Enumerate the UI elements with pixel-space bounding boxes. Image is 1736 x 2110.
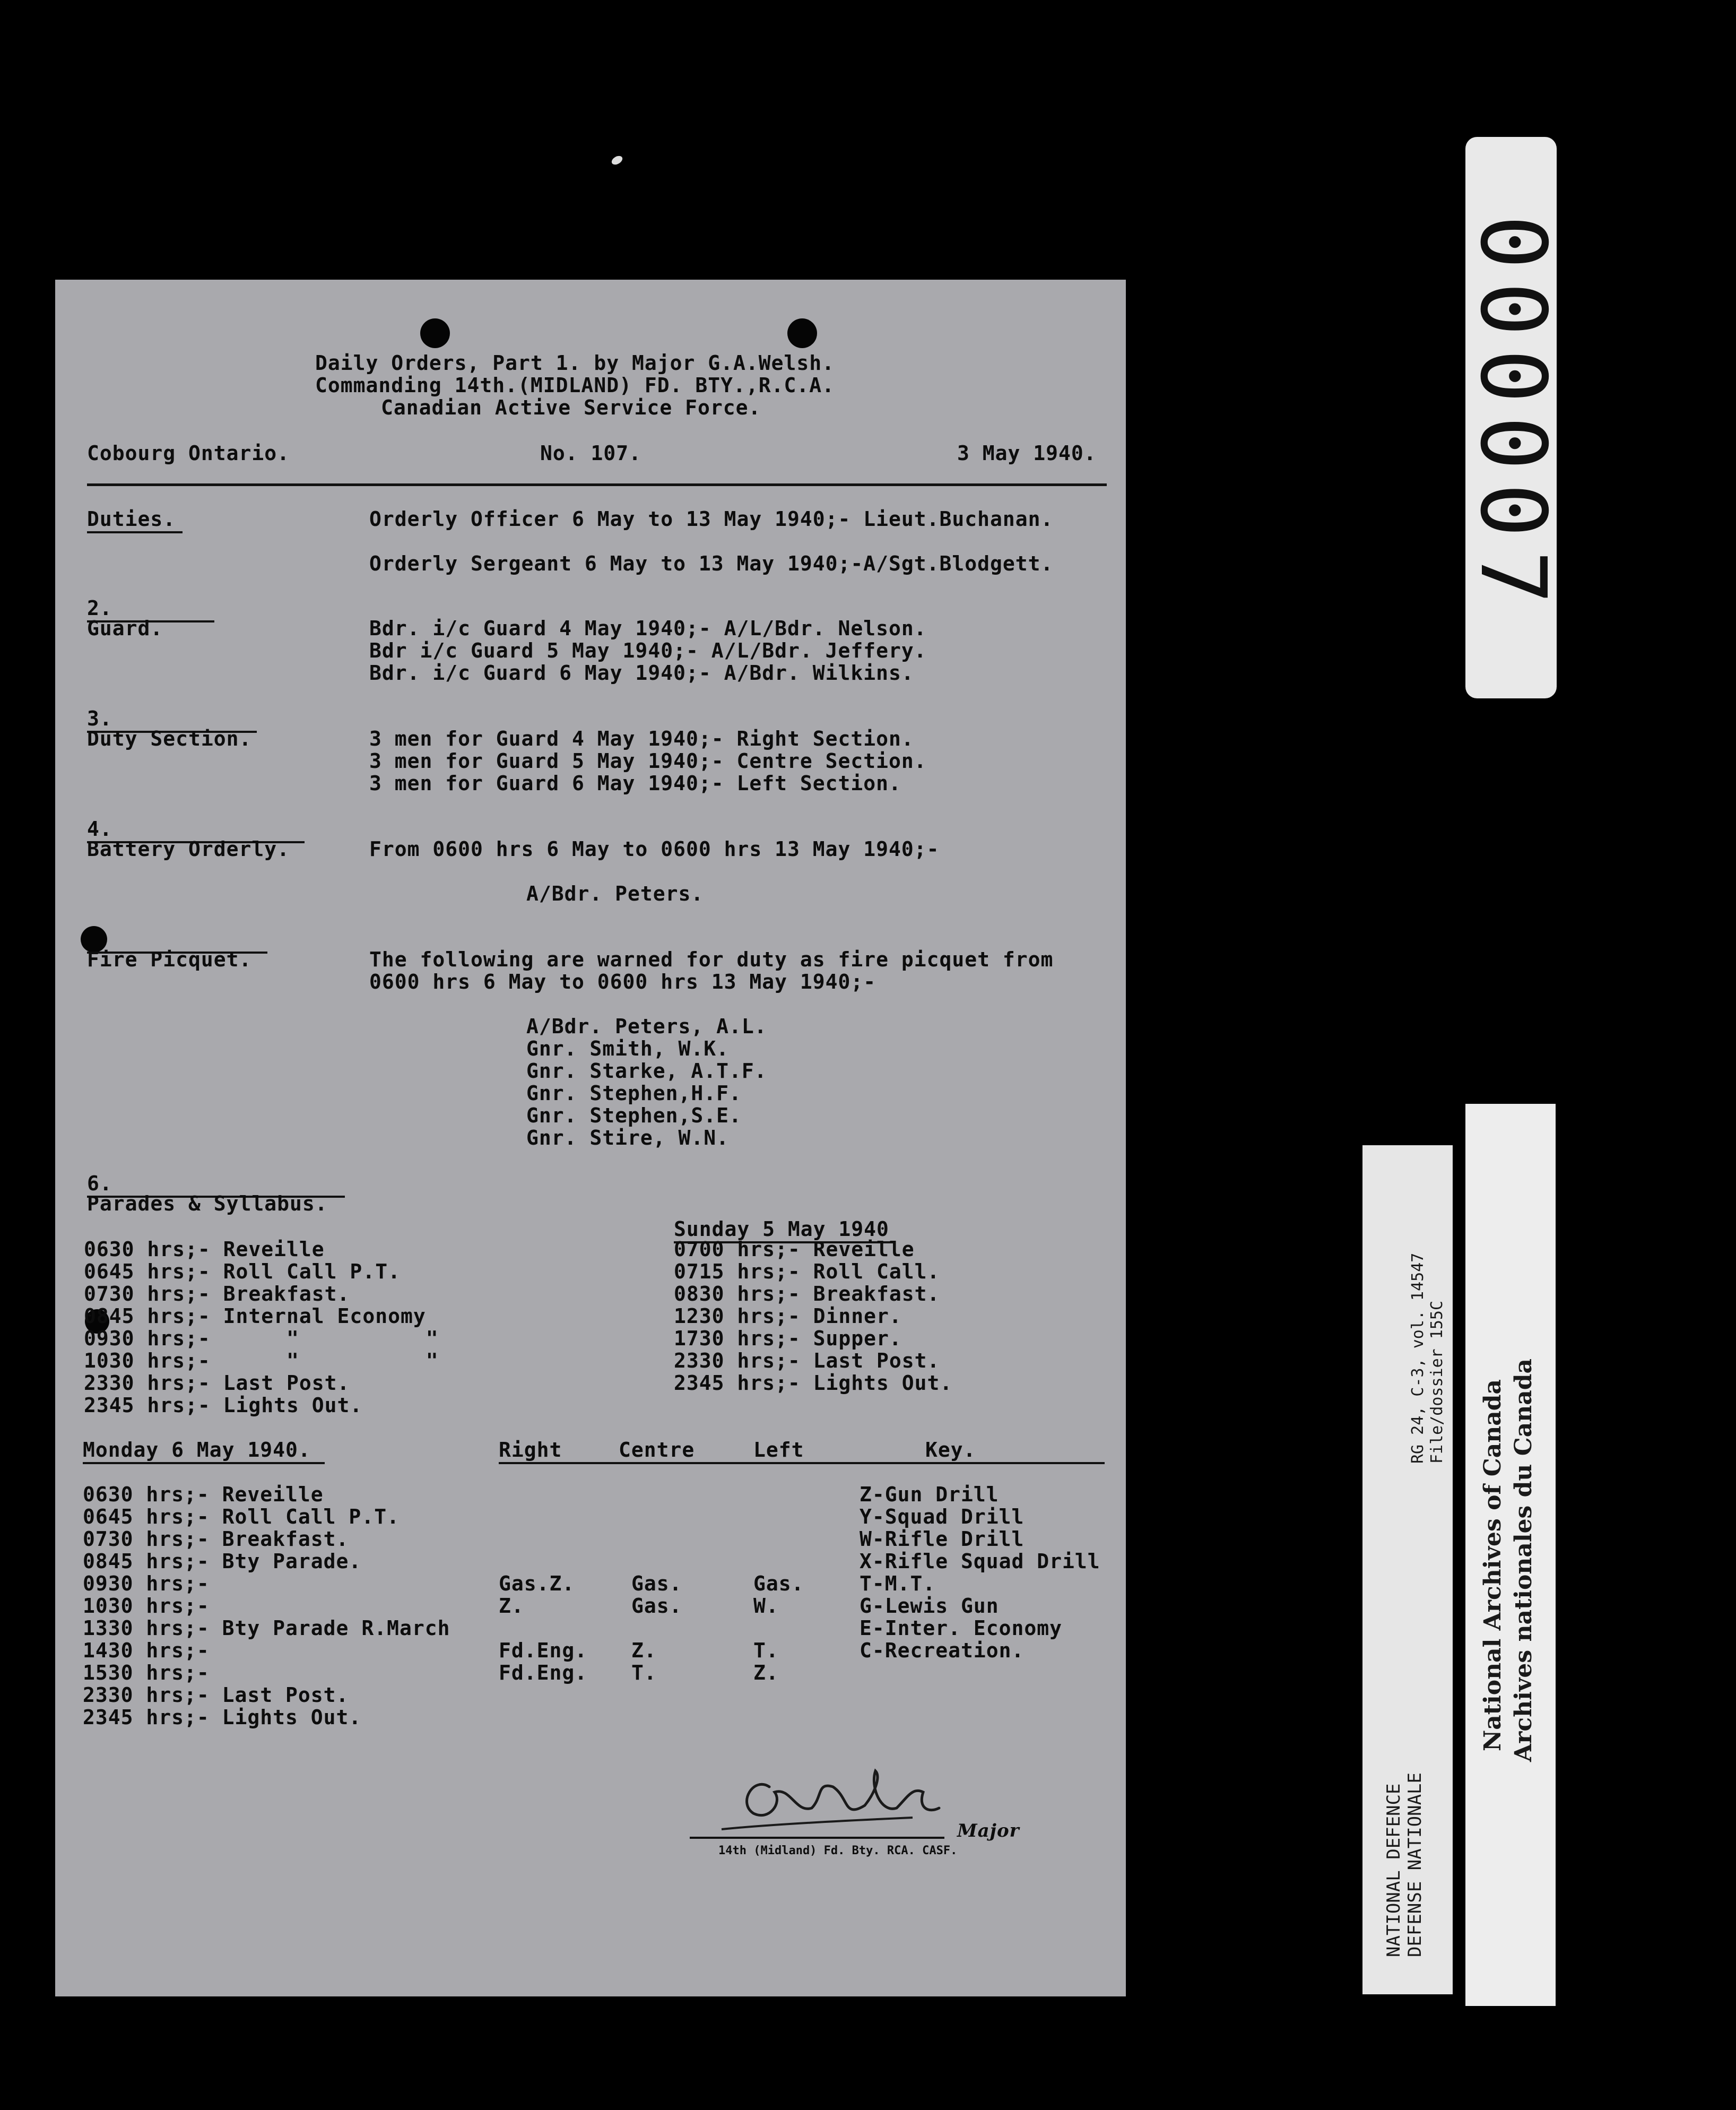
sunday-item: 1730 hrs;- Supper. (674, 1327, 902, 1350)
cell-right: Fd.Eng. (499, 1661, 588, 1684)
saturday-item: 0845 hrs;- Internal Economy (84, 1304, 426, 1328)
archives-line-2: Archives nationales du Canada (1510, 1358, 1537, 1762)
national-defence-line-1: NATIONAL DEFENCE (1383, 1783, 1404, 1957)
duty-section-line: 3 men for Guard 6 May 1940;- Left Section. (369, 772, 901, 795)
monday-time: 0930 hrs;- (83, 1572, 210, 1595)
underline (499, 1462, 1105, 1464)
saturday-item: 0645 hrs;- Roll Call P.T. (84, 1260, 401, 1283)
cell-centre: T. (631, 1661, 657, 1684)
cell-left: T. (753, 1639, 779, 1662)
monday-time: 0730 hrs;- Breakfast. (83, 1527, 349, 1551)
picquet-name: Gnr. Starke, A.T.F. (526, 1059, 767, 1083)
guard-line: Bdr i/c Guard 5 May 1940;- A/L/Bdr. Jeffery. (369, 639, 927, 662)
handwritten-signature (690, 1755, 966, 1850)
monday-time: 0645 hrs;- Roll Call P.T. (83, 1505, 400, 1528)
cell-right: Gas.Z. (499, 1572, 575, 1595)
reel-number-strip (1460, 137, 1565, 698)
header-line-3: Canadian Active Service Force. (381, 396, 761, 419)
monday-time: 1030 hrs;- (83, 1594, 210, 1618)
fire-picquet-title: Fire Picquet. (87, 948, 252, 971)
parades-title: Parades & Syllabus. (87, 1192, 328, 1215)
picquet-name: Gnr. Stire, W.N. (526, 1126, 730, 1149)
national-defence-line-2: DEFENSE NATIONALE (1404, 1772, 1426, 1957)
duties-line-2: Orderly Sergeant 6 May to 13 May 1940;-A/Sgt.Blodgett. (369, 552, 1054, 575)
monday-time: 0630 hrs;- Reveille (83, 1483, 324, 1506)
saturday-item: 2330 hrs;- Last Post. (84, 1371, 350, 1395)
col-key-header: Key. (925, 1438, 976, 1462)
key-item: T-M.T. (860, 1572, 936, 1595)
duty-section-line: 3 men for Guard 4 May 1940;- Right Section. (369, 727, 914, 750)
duties-title: Duties. (87, 507, 176, 531)
monday-time: 2330 hrs;- Last Post. (83, 1683, 349, 1707)
archives-strip (1465, 1104, 1556, 2006)
fire-picquet-line-2: 0600 hrs 6 May to 0600 hrs 13 May 1940;- (369, 970, 876, 993)
cell-right: Fd.Eng. (499, 1639, 588, 1662)
saturday-item: 0730 hrs;- Breakfast. (84, 1282, 350, 1305)
duty-section-title: Duty Section. (87, 727, 252, 750)
parades-num: 6. (87, 1172, 112, 1195)
saturday-item: 0630 hrs;- Reveille (84, 1238, 325, 1261)
col-centre-header: Centre (619, 1438, 695, 1462)
guard-line: Bdr. i/c Guard 6 May 1940;- A/Bdr. Wilkins. (369, 661, 914, 685)
saturday-item: 0930 hrs;- " " (84, 1327, 439, 1350)
col-left-header: Left (753, 1438, 804, 1462)
sunday-item: 0715 hrs;- Roll Call. (674, 1260, 940, 1283)
key-item: G-Lewis Gun (860, 1594, 999, 1618)
cell-left: Z. (753, 1661, 779, 1684)
key-item: E-Inter. Economy (860, 1616, 1063, 1640)
sunday-item: 2330 hrs;- Last Post. (674, 1349, 940, 1372)
duty-section-num: 3. (87, 707, 112, 730)
picquet-name: Gnr. Stephen,S.E. (526, 1104, 742, 1127)
sunday-item: 0700 hrs;- Reveille (674, 1238, 915, 1261)
reel-number: 000007 (1460, 214, 1565, 618)
battery-orderly-line-2: A/Bdr. Peters. (526, 882, 704, 905)
header-line-2: Commanding 14th.(MIDLAND) FD. BTY.,R.C.A. (315, 374, 835, 397)
key-item: Z-Gun Drill (860, 1483, 999, 1506)
place: Cobourg Ontario. (87, 442, 290, 465)
key-item: X-Rifle Squad Drill (860, 1550, 1100, 1573)
monday-title: Monday 6 May 1940. (83, 1438, 311, 1462)
picquet-name: A/Bdr. Peters, A.L. (526, 1015, 767, 1038)
picquet-name: Gnr. Smith, W.K. (526, 1037, 730, 1060)
reference-line-2: File/dossier 155C (1428, 1300, 1446, 1464)
underline (83, 1462, 325, 1464)
key-item: Y-Squad Drill (860, 1505, 1025, 1528)
saturday-item: 2345 hrs;- Lights Out. (84, 1394, 363, 1417)
monday-time: 1430 hrs;- (83, 1639, 210, 1662)
sunday-item: 1230 hrs;- Dinner. (674, 1304, 902, 1328)
signature-rank: Major (957, 1820, 1020, 1841)
guard-num: 2. (87, 596, 112, 620)
fire-picquet-line-1: The following are warned for duty as fire picquet from (369, 948, 1054, 971)
cell-centre: Z. (631, 1639, 657, 1662)
battery-orderly-title: Battery Orderly. (87, 837, 290, 861)
sunday-item: 2345 hrs;- Lights Out. (674, 1371, 953, 1395)
signature-unit: 14th (Midland) Fd. Bty. RCA. CASF. (718, 1844, 958, 1857)
dust-speck (610, 154, 624, 166)
key-item: W-Rifle Drill (860, 1527, 1025, 1551)
header-line-1: Daily Orders, Part 1. by Major G.A.Welsh. (315, 351, 835, 375)
monday-time: 2345 hrs;- Lights Out. (83, 1706, 362, 1729)
duties-line-1: Orderly Officer 6 May to 13 May 1940;- Lieut.Buchanan. (369, 507, 1054, 531)
duty-section-line: 3 men for Guard 5 May 1940;- Centre Section. (369, 749, 927, 773)
order-date: 3 May 1940. (957, 442, 1097, 465)
sunday-item: 0830 hrs;- Breakfast. (674, 1282, 940, 1305)
picquet-name: Gnr. Stephen,H.F. (526, 1082, 742, 1105)
monday-time: 1330 hrs;- Bty Parade R.March (83, 1616, 450, 1640)
monday-time: 0845 hrs;- Bty Parade. (83, 1550, 362, 1573)
punch-hole (787, 318, 817, 348)
header-rule (87, 483, 1107, 486)
punch-hole (420, 318, 450, 348)
archives-line-1: National Archives of Canada (1479, 1379, 1506, 1751)
monday-time: 1530 hrs;- (83, 1661, 210, 1684)
key-item: C-Recreation. (860, 1639, 1025, 1662)
battery-orderly-line-1: From 0600 hrs 6 May to 0600 hrs 13 May 1940;- (369, 837, 940, 861)
cell-left: W. (753, 1594, 779, 1618)
cell-centre: Gas. (631, 1572, 682, 1595)
col-right-header: Right (499, 1438, 562, 1462)
cell-left: Gas. (753, 1572, 804, 1595)
underline (87, 531, 183, 533)
order-number: No. 107. (540, 442, 642, 465)
battery-orderly-num: 4. (87, 817, 112, 841)
cell-right: Z. (499, 1594, 524, 1618)
sunday-title: Sunday 5 May 1940 (674, 1217, 889, 1241)
cell-centre: Gas. (631, 1594, 682, 1618)
reference-strip (1362, 1145, 1453, 1994)
guard-title: Guard. (87, 617, 163, 640)
reference-line-1: RG 24, C-3, vol. 14547 (1409, 1252, 1427, 1464)
guard-line: Bdr. i/c Guard 4 May 1940;- A/L/Bdr. Nelson. (369, 617, 927, 640)
saturday-item: 1030 hrs;- " " (84, 1349, 439, 1372)
signature-line (690, 1837, 944, 1839)
order-sheet (55, 280, 1126, 1996)
